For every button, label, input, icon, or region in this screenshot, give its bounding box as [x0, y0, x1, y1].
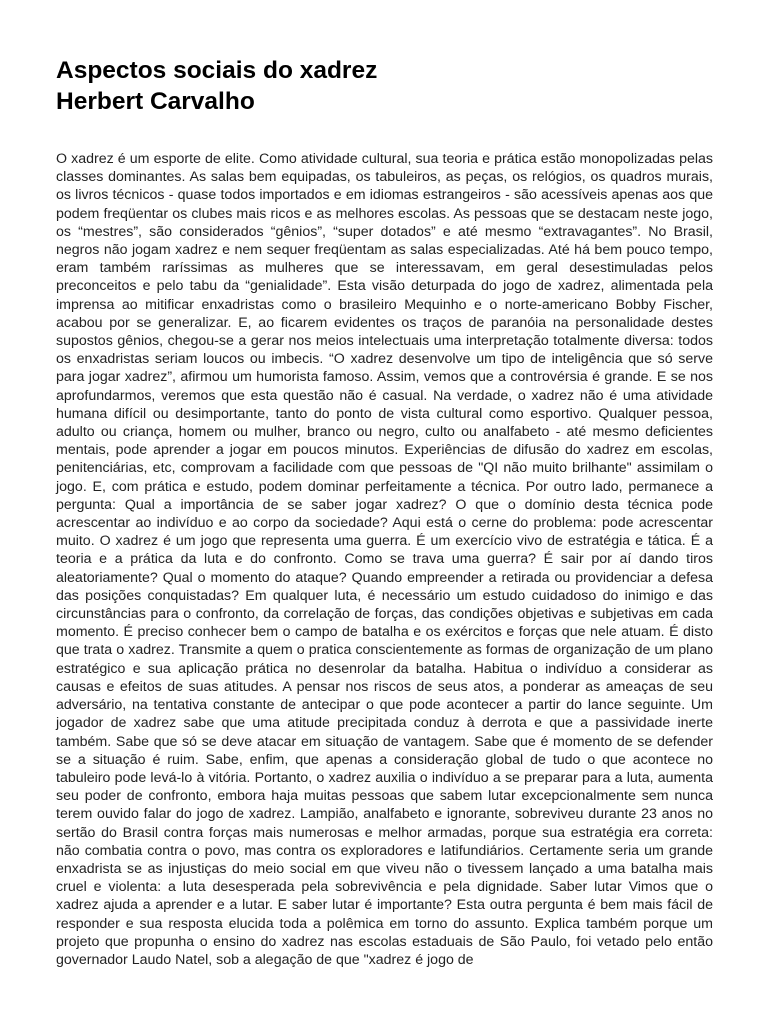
document-page	[56, 55, 713, 969]
title-text: Aspectos sociais do xadrez	[56, 57, 378, 84]
document-title	[56, 55, 713, 117]
body-paragraph: O xadrez é um esporte de elite. Como atividade cultural, sua teoria e prática estão monopolizadas pelas classes dominantes. As salas bem equipadas, os tabuleiros, as peças, os relógios, os quadros murais, os livros técnicos - quase todos importados e em idiomas estrangeiros - são acessíveis apenas aos que podem freqüentar os clubes mais ricos e as melhores escolas. As pessoas que se destacam neste jogo, os “mestres”, são considerados “gênios”, “super dotados” e até mesmo “extravagantes”. No Brasil, negros não jogam xadrez e nem sequer freqüentam as salas especializadas. Até há bem pouco tempo, eram também raríssimas as mulheres que se interessavam, em geral desestimuladas pelos preconceitos e pelo tabu da “genialidade”. Esta visão deturpada do jogo de xadrez, alimentada pela imprensa ao mitificar enxadristas como o brasileiro Mequinho e o norte-americano Bobby Fischer, acabou por se generalizar. E, ao ficarem evidentes os traços de paranóia na personalidade destes supostos gênios, chegou-se a gerar nos meios intelectuais uma interpretação totalmente diversa: todos os enxadristas seriam loucos ou imbecis. “O xadrez desenvolve um tipo de inteligência que só serve para jogar xadrez”, afirmou um humorista famoso. Assim, vemos que a controvérsia é grande. E se nos aprofundarmos, veremos que esta questão não é casual. Na verdade, o xadrez não é uma atividade humana difícil ou desimportante, tanto do ponto de vista cultural como esportivo. Qualquer pessoa, adulto ou criança, homem ou mulher, branco ou negro, culto ou analfabeto - até mesmo deficientes mentais, pode aprender a jogar em poucos minutos. Experiências de difusão do xadrez em escolas, penitenciárias, etc, comprovam a facilidade com que pessoas de "QI não muito brilhante" assimilam o jogo. E, com prática e estudo, podem dominar perfeitamente a técnica. Por outro lado, permanece a pergunta: Qual a importância de se saber jogar xadrez? O que o domínio desta técnica pode acrescentar ao indivíduo e ao corpo da sociedade? Aqui está o cerne do problema: pode acrescentar muito. O xadrez é um jogo que representa uma guerra. É um exercício vivo de estratégia e tática. É a teoria e a prática da luta e do confronto. Como se trava uma guerra? É sair por aí dando tiros aleatoriamente? Qual o momento do ataque? Quando empreender a retirada ou providenciar a defesa das posições conquistadas? Em qualquer luta, é necessário um estudo cuidadoso do inimigo e das circunstâncias para o confronto, da correlação de forças, das condições objetivas e subjetivas em cada momento. É preciso conhecer bem o campo de batalha e os exércitos e forças que nele atuam. É disto que trata o xadrez. Transmite a quem o pratica conscientemente as formas de organização de um plano estratégico e sua aplicação prática no desenrolar da batalha. Habitua o indivíduo a considerar as causas e efeitos de suas atitudes. A pensar nos riscos de seus atos, a ponderar as ameaças de seu adversário, na tentativa constante de antecipar o que pode acontecer a partir do lance seguinte. Um jogador de xadrez sabe que uma atitude precipitada conduz à derrota e que a passividade inerte também. Sabe que só se deve atacar em situação de vantagem. Sabe que é momento de se defender se a situação é ruim. Sabe, enfim, que apenas a consideração global de tudo o que acontece no tabuleiro pode levá-lo à vitória. Portanto, o xadrez auxilia o indivíduo a se preparar para a luta, aumenta seu poder de confronto, embora haja muitas pessoas que sabem lutar excepcionalmente sem nunca terem ouvido falar do jogo de xadrez. Lampião, analfabeto e ignorante, sobreviveu durante 23 anos no sertão do Brasil contra forças mais numerosas e melhor armadas, porque sua estratégia era correta: não combatia contra o povo, mas contra os exploradores e latifundiários. Certamente seria um grande enxadrista se as injustiças do meio social em que viveu não o tivessem lançado a uma batalha mais cruel e violenta: a luta desesperada pela sobrevivência e pela dignidade. Saber lutar Vimos que o xadrez ajuda a aprender e a lutar. E saber lutar é importante? Esta outra pergunta é bem mais fácil de responder e sua resposta elucida toda a polêmica em torno do assunto. Explica também porque um projeto que propunha o ensino do xadrez nas escolas estaduais de São Paulo, foi vetado pelo então governador Laudo Natel, sob a alegação de que "xadrez é jogo de	[56, 151, 713, 968]
author-name: Herbert Carvalho	[56, 88, 255, 115]
